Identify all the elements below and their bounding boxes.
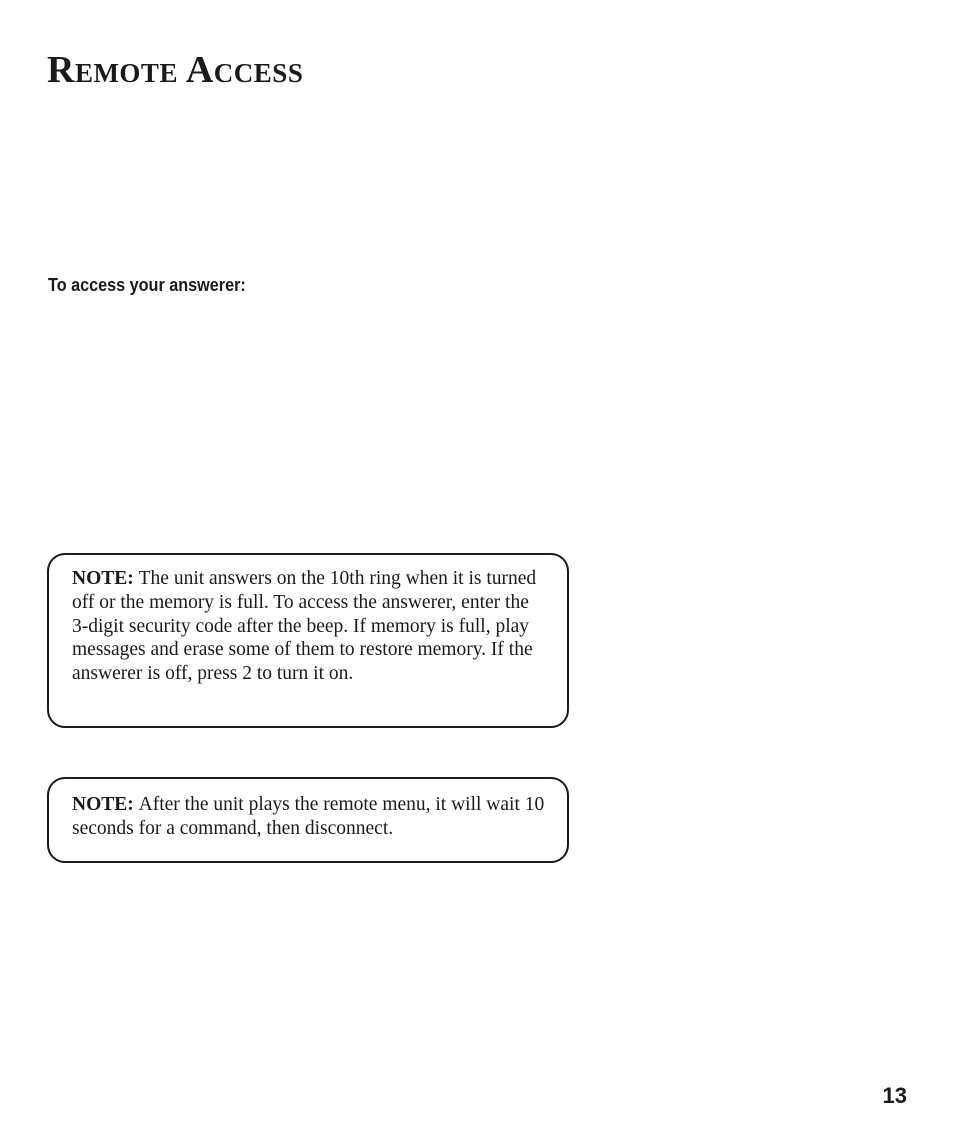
- section-subheading: To access your answerer:: [48, 275, 246, 295]
- page-title: Remote Access: [47, 49, 304, 91]
- note-box-ring-memory: [47, 553, 569, 728]
- note-box-remote-menu: [47, 777, 569, 863]
- note-label: NOTE:: [72, 794, 139, 815]
- note-label: NOTE:: [72, 568, 139, 589]
- note-text: The unit answers on the 10th ring when it is turned off or the memory is full. To access the answerer, enter the 3-digit security code after the beep. If memory is full, play messages and erase some of them to restore memory. If the answerer is off, press 2 to turn it on.: [72, 568, 537, 685]
- page-number: 13: [882, 1083, 907, 1108]
- note-text: After the unit plays the remote menu, it will wait 10 seconds for a command, then disconnect.: [72, 794, 545, 839]
